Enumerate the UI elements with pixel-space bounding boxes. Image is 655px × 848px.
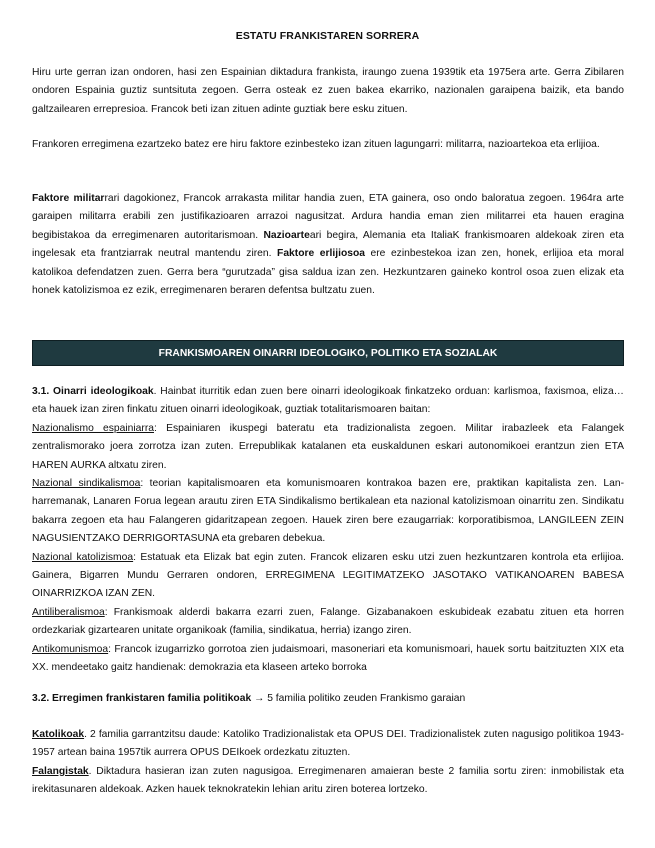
arrow-icon: →: [254, 693, 265, 704]
international-factor-label: Nazioarte: [263, 229, 310, 241]
section-header-bar: FRANKISMOAREN OINARRI IDEOLOGIKO, POLITIKO ETA SOZIALAK: [32, 340, 624, 366]
ideology-item-text: : Estatuak eta Elizak bat egin zuten. Francok elizaren esku utzi zuen hezkuntzaren kontrola eta erlijioa. Gainera, Bigarren Mundu Gerraren ondoren, ERREGIMENA LEGITIMATZEKO JASOTAKO VATIKANOAREN BABESA OINARRIZKOA IZAN ZEN.: [32, 551, 624, 600]
intro-paragraph-2: Frankoren erregimena ezartzeko batez ere hiru faktore ezinbesteko izan zituen lagungarri: militarra, nazioartekoa eta erlijioa.: [32, 139, 600, 150]
ideology-item-label: Antikomunismoa: [32, 643, 109, 655]
ideology-item-text: : Espainiaren ikuspegi bateratu eta tradizionalista zegoen. Militar irabazleek eta Falangek zentralismorako joera zorrotza izan zuten. Errepublikak katalanen eta euskaldunen eskari autonomikoei erantzun zien ETA HAREN AURKA altxatu ziren.: [32, 422, 625, 471]
document-title: ESTATU FRANKISTAREN SORRERA: [235, 30, 420, 42]
section-3-2-heading: 3.2. Erregimen frankistaren familia politikoak: [32, 693, 252, 704]
factors-paragraph: [32, 190, 624, 300]
international-factor-text: ari begira, Alemania eta ItaliaK frankismoaren aldekoak ziren eta ingelesak eta frantziarrak neutral mantendu ziren.: [32, 229, 624, 260]
ideology-item-text: : Frankismoak alderdi bakarra ezarri zuen, Falange. Gizabanakoen eskubideak ezabatu zituen eta horren ordezkariak gizartearen unitate organikoak (familia, sindikatua, herria) izango ziren.: [32, 606, 624, 637]
family-item-text: . Diktadura hasieran izan zuten nagusigoa. Erregimenaren amaieran beste 2 familia sortu ziren: inmobilistak eta irekitasunaren aldekoak. Azken hauek teknokratekin lehian aritu ziren boterea lortzeko.: [32, 765, 624, 796]
section-3-2-items: [32, 726, 624, 800]
military-factor-label: Faktore militar: [32, 193, 105, 204]
section-3-2-heading-line: [32, 690, 624, 708]
ideology-item-label: Antiliberalismoa: [32, 606, 105, 618]
ideology-item-label: Nazionalismo espainiarra: [32, 422, 154, 434]
family-item-text: . 2 familia garrantzitsu daude: Katoliko Tradizionalistak eta OPUS DEI. Tradizionalistek zuten nagusigo politikoa 1943-1957 artean baina 1957tik aurrera OPUS DEIkoek ordezkatu zituzten.: [32, 729, 624, 759]
section-3-1-intro-text: . Hainbat iturritik edan zuen bere oinarri ideologikoak finkatzeko orduan: karlismoa, faxismoa, eliza… eta hauek izan ziren finkatu zituen oinarri ideologikoak, guztiak totalitarismoaren baitan:: [32, 386, 624, 416]
military-factor-text: rari dagokionez, Francok arrakasta militar handia zuen, ETA gainera, oso ondo baloratua zegoen. 1964ra arte garaipen militarra erabili zen justifikazioaren arrazoi nagusitzat. Ardura handia eman zien militarrei eta hauen eragina begibistakoa da erregimenaren autoritarismoan.: [32, 193, 624, 241]
religious-factor-text: ere ezinbestekoa izan zen, honek, erlijioa eta moral katolikoa defendatzen zuen. Gerra bera “gurutzada” gisa saldua izan zen. Hezkuntzaren gaineko kontrol osoa zuen elizak eta honek katolizismoa ez ezik, erregimenaren beraren defentsa bultzatu zuen.: [32, 248, 624, 297]
religious-factor-label: Faktore erlijiosoa: [277, 248, 365, 260]
ideology-item-label: Nazional sindikalismoa: [32, 478, 141, 490]
section-3-1-heading: 3.1. Oinarri ideologikoak: [32, 386, 154, 397]
family-item-label: Katolikoak: [32, 729, 85, 740]
family-item-label: Falangistak: [32, 765, 89, 777]
ideology-item-label: Nazional katolizismoa: [32, 551, 134, 563]
ideology-item-text: : teorian kapitalismoaren eta komunismoaren kontrakoa bazen ere, praktikan kapitalista zen. Lan-harremanak, Lanaren Forua legean arautu ziren ETA Sindikalismo bertikalean eta nazional katolizismoan oinarritu zen. Sindikatu bakarra zegoen eta hau Falangeren gidaritzapean zegoen. Hauek ziren bere ezaugarriak: korporatibismoa, LANGILEEN ZEIN NAGUSIENTZAKO DERRIGORTASUNA eta grebaren debekua.: [32, 478, 624, 545]
ideology-item-text: : Francok izugarrizko gorrotoa zien judaismoari, masoneriari eta komunismoari, hauek sortu baitzituzten XIX eta XX. mendeetako gaitz handienak: demokrazia eta klaseen arteko borroka: [32, 643, 624, 674]
section-3-2-subtitle: 5 familia politiko zeuden Frankismo garaian: [264, 693, 466, 704]
section-3-1-intro: [32, 383, 624, 678]
intro-paragraph-1: Hiru urte gerran izan ondoren, hasi zen Espainian diktadura frankista, iraungo zuena 1939tik eta 1975era arte. Gerra Zibilaren ondoren Espainia guztiz suntsituta zegoen. Gerra osteak ez zuen bakea ekarriko, nazionalen garaipena baizik, eta bando galtzailearen errepresioa. Francok beti izan zituen adinte guztiak bere esku zituen.: [32, 67, 624, 115]
